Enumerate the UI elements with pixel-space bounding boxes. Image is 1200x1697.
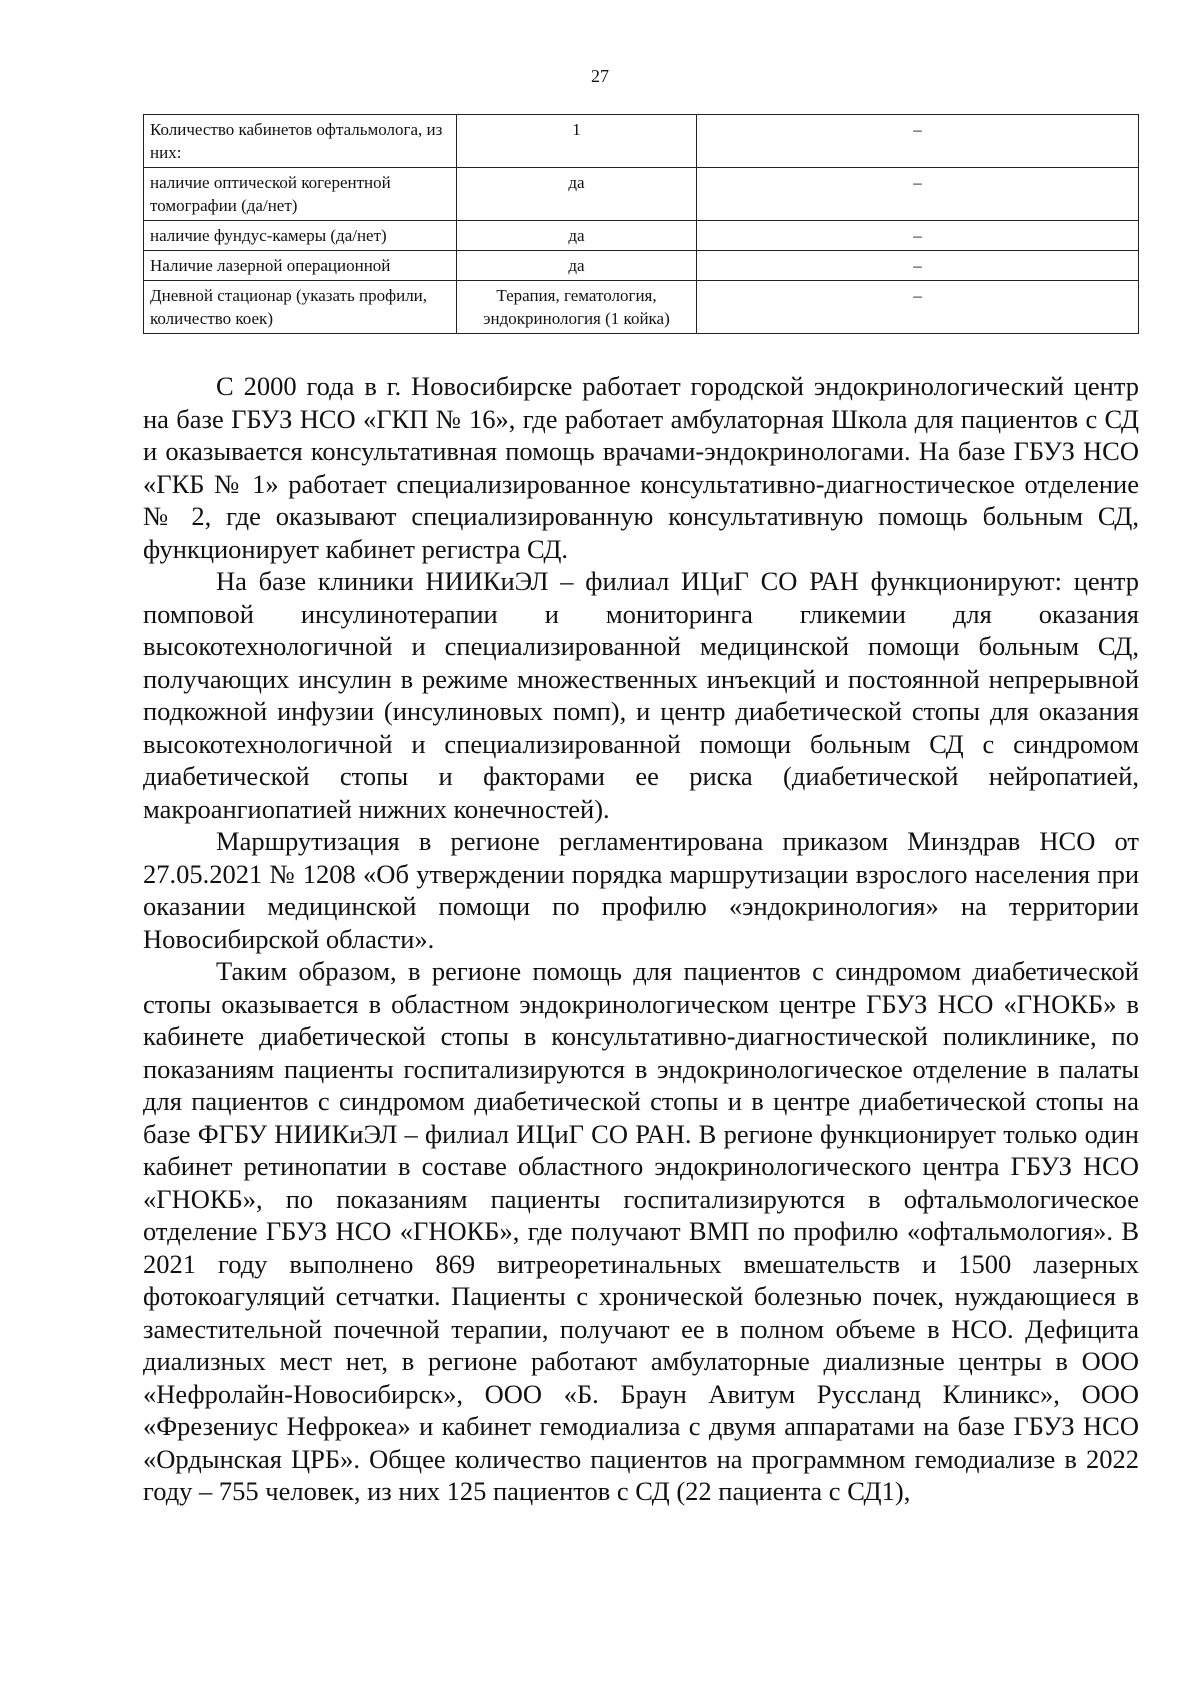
- equipment-table: [143, 114, 1139, 334]
- table-cell-label: Наличие лазерной операционной: [144, 251, 457, 281]
- table-cell-value: 1: [457, 115, 697, 168]
- table-cell-value: да: [457, 168, 697, 221]
- table-cell-value: Терапия, гематология, эндокринология (1 койка): [457, 281, 697, 334]
- table-cell-note: –: [697, 221, 1139, 251]
- table-cell-note: –: [697, 251, 1139, 281]
- table-cell-note: –: [697, 115, 1139, 168]
- table-cell-value: да: [457, 221, 697, 251]
- table-cell-value: да: [457, 251, 697, 281]
- page-number: 27: [591, 66, 609, 86]
- paragraph-regional-care: Таким образом, в регионе помощь для пациентов с синдромом диабетической стопы оказывается в областном эндокринологическом центре ГБУЗ НСО «ГНОКБ» в кабинете диабетической стопы в консультативно-диагностической поликлинике, по показаниям пациенты госпитализируются в эндокринологическое отделение в палаты для пациентов с синдромом диабетической стопы и в центре диабетической стопы на базе ФГБУ НИИКиЭЛ – филиал ИЦиГ СО РАН. В регионе функционирует только один кабинет ретинопатии в составе областного эндокринологического центра ГБУЗ НСО «ГНОКБ», по показаниям пациенты госпитализируются в офтальмологическое отделение ГБУЗ НСО «ГНОКБ», где получают ВМП по профилю «офтальмология». В 2021 году выполнено 869 витреоретинальных вмешательств и 1500 лазерных фотокоагуляций сетчатки. Пациенты с хронической болезнью почек, нуждающиеся в заместительной почечной терапии, получают ее в полном объеме в НСО. Дефицита диализных мест нет, в регионе работают амбулаторные диализные центры в ООО «Нефролайн-Новосибирск», ООО «Б. Браун Авитум Руссланд Клиникс», ООО «Фрезениус Нефрокеа» и кабинет гемодиализа с двумя аппаратами на базе ГБУЗ НСО «Ордынская ЦРБ». Общее количество пациентов на программном гемодиализе в 2022 году – 755 человек, из них 125 пациентов с СД (22 пациента с СД1),: [143, 956, 1139, 1506]
- table-row: [144, 168, 1139, 221]
- table-row: [144, 281, 1139, 334]
- table-cell-label: Количество кабинетов офтальмолога, из них:: [144, 115, 457, 168]
- table-row: [144, 115, 1139, 168]
- table-cell-note: –: [697, 281, 1139, 334]
- table-row: [144, 251, 1139, 281]
- table-cell-note: –: [697, 168, 1139, 221]
- paragraph-clinic-centers: На базе клиники НИИКиЭЛ – филиал ИЦиГ СО РАН функционируют: центр помповой инсулинотерапии и мониторинга гликемии для оказания высокотехнологичной и специализированной медицинской помощи больным СД, получающих инсулин в режиме множественных инъекций и постоянной непрерывной подкожной инфузии (инсулиновых помп), и центр диабетической стопы для оказания высокотехнологичной и специализированной помощи больным СД с синдромом диабетической стопы и факторами ее риска (диабетической нейропатией, макроангиопатией нижних конечностей).: [143, 566, 1139, 824]
- paragraph-endocrinology-center: С 2000 года в г. Новосибирске работает городской эндокринологический центр на базе ГБУЗ НСО «ГКП № 16», где работает амбулаторная Школа для пациентов с СД и оказывается консультативная помощь врачами-эндокринологами. На базе ГБУЗ НСО «ГКБ № 1» работает специализированное консультативно-диагностическое отделение № 2, где оказывают специализированную консультативную помощь больным СД, функционирует кабинет регистра СД.: [143, 371, 1139, 564]
- table-cell-label: наличие оптической когерентной томографии (да/нет): [144, 168, 457, 221]
- table-row: [144, 221, 1139, 251]
- document-body: [143, 370, 1139, 1508]
- paragraph-routing-order: Маршрутизация в регионе регламентирована приказом Минздрав НСО от 27.05.2021 № 1208 «Об утверждении порядка маршрутизации взрослого населения при оказании медицинской помощи по профилю «эндокринология» на территории Новосибирской области».: [143, 826, 1139, 954]
- table-cell-label: Дневной стационар (указать профили, количество коек): [144, 281, 457, 334]
- table-cell-label: наличие фундус-камеры (да/нет): [144, 221, 457, 251]
